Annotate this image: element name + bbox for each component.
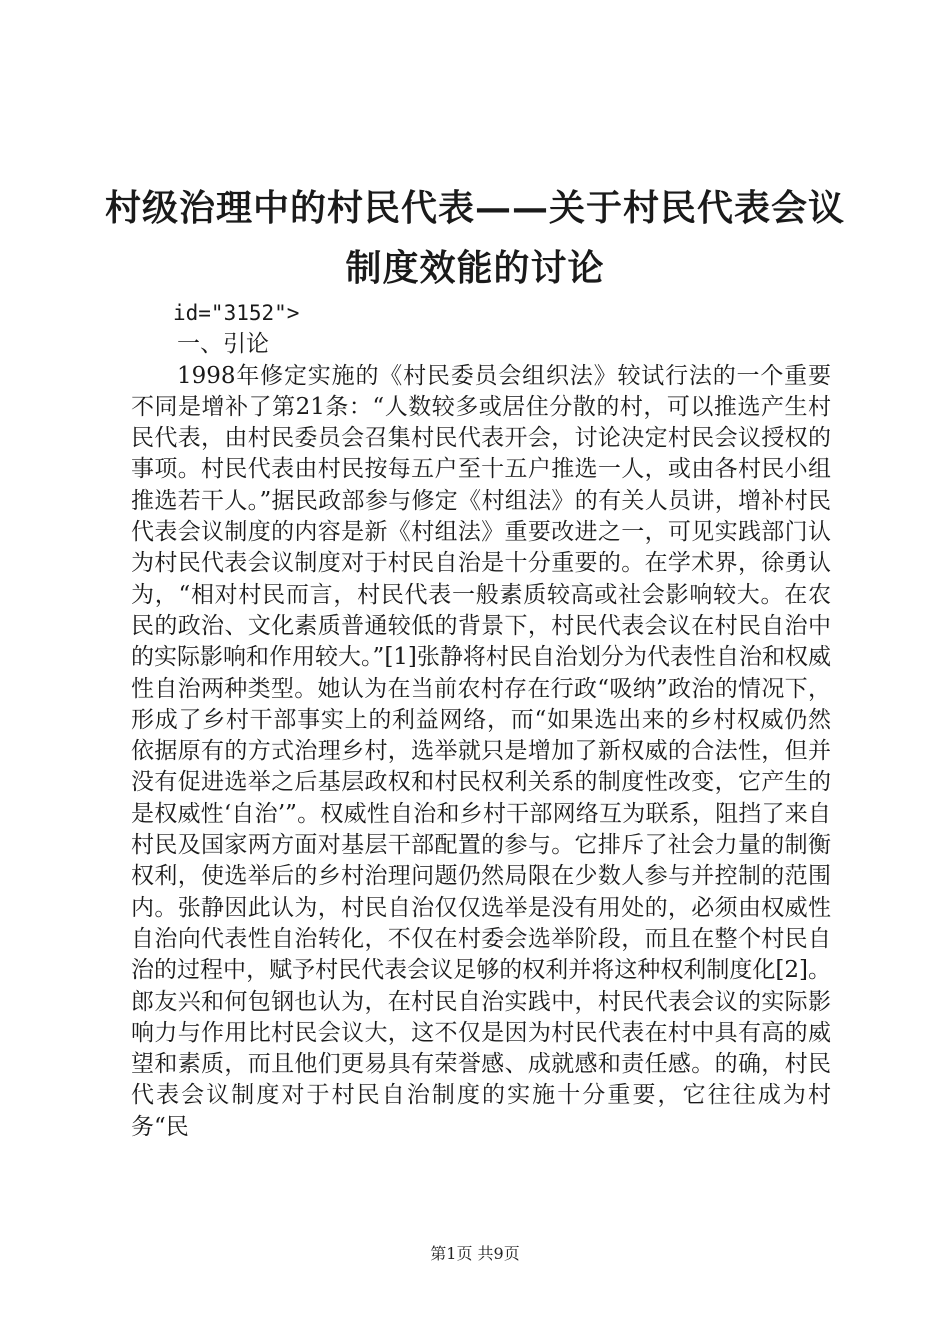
page-footer: 第1页 共9页 xyxy=(430,1244,520,1263)
id-tag-line: id="3152"> xyxy=(173,301,300,325)
section-heading: 一、引论 xyxy=(177,331,269,358)
document-body xyxy=(131,298,831,1143)
document-title xyxy=(100,178,850,298)
title-line-2: 制度效能的讨论 xyxy=(345,247,605,289)
body-paragraph: 1998年修定实施的《村民委员会组织法》较试行法的一个重要不同是增补了第21条：“人数较多或居住分散的村，可以推选产生村民代表，由村民委员会召集村民代表开会，讨论决定村民会议授权的事项。村民代表由村民按每五户至十五户推选一人，或由各村民小组推选若干人。”据民政部参与修定《村组法》的有关人员讲，增补村民代表会议制度的内容是新《村组法》重要改进之一，可见实践部门认为村民代表会议制度对于村民自治是十分重要的。在学术界，徐勇认为，“相对村民而言，村民代表一般素质较高或社会影响较大。在农民的政治、文化素质普通较低的背景下，村民代表会议在村民自治中的实际影响和作用较大。”[1]张静将村民自治划分为代表性自治和权威性自治两种类型。她认为在当前农村存在行政“吸纳”政治的情况下，形成了乡村干部事实上的利益网络，而“如果选出来的乡村权威仍然依据原有的方式治理乡村，选举就只是增加了新权威的合法性，但并没有促进选举之后基层政权和村民权利关系的制度性改变，它产生的是权威性‘自治’”。权威性自治和乡村干部网络互为联系，阻挡了来自村民及国家两方面对基层干部配置的参与。它排斥了社会力量的制衡权利，使选举后的乡村治理问题仍然局限在少数人参与并控制的范围内。张静因此认为，村民自治仅仅选举是没有用处的，必须由权威性自治向代表性自治转化，不仅在村委会选举阶段，而且在整个村民自治的过程中，赋予村民代表会议足够的权利并将这种权利制度化[2]。郎友兴和何包钢也认为，在村民自治实践中，村民代表会议的实际影响力与作用比村民会议大，这不仅是因为村民代表在村中具有高的威望和素质，而且他们更易具有荣誉感、成就感和责任感。的确，村民代表会议制度对于村民自治制度的实施十分重要，它往往成为村务“民 xyxy=(131,362,831,1140)
title-line-1: 村级治理中的村民代表——关于村民代表会议 xyxy=(104,187,845,229)
